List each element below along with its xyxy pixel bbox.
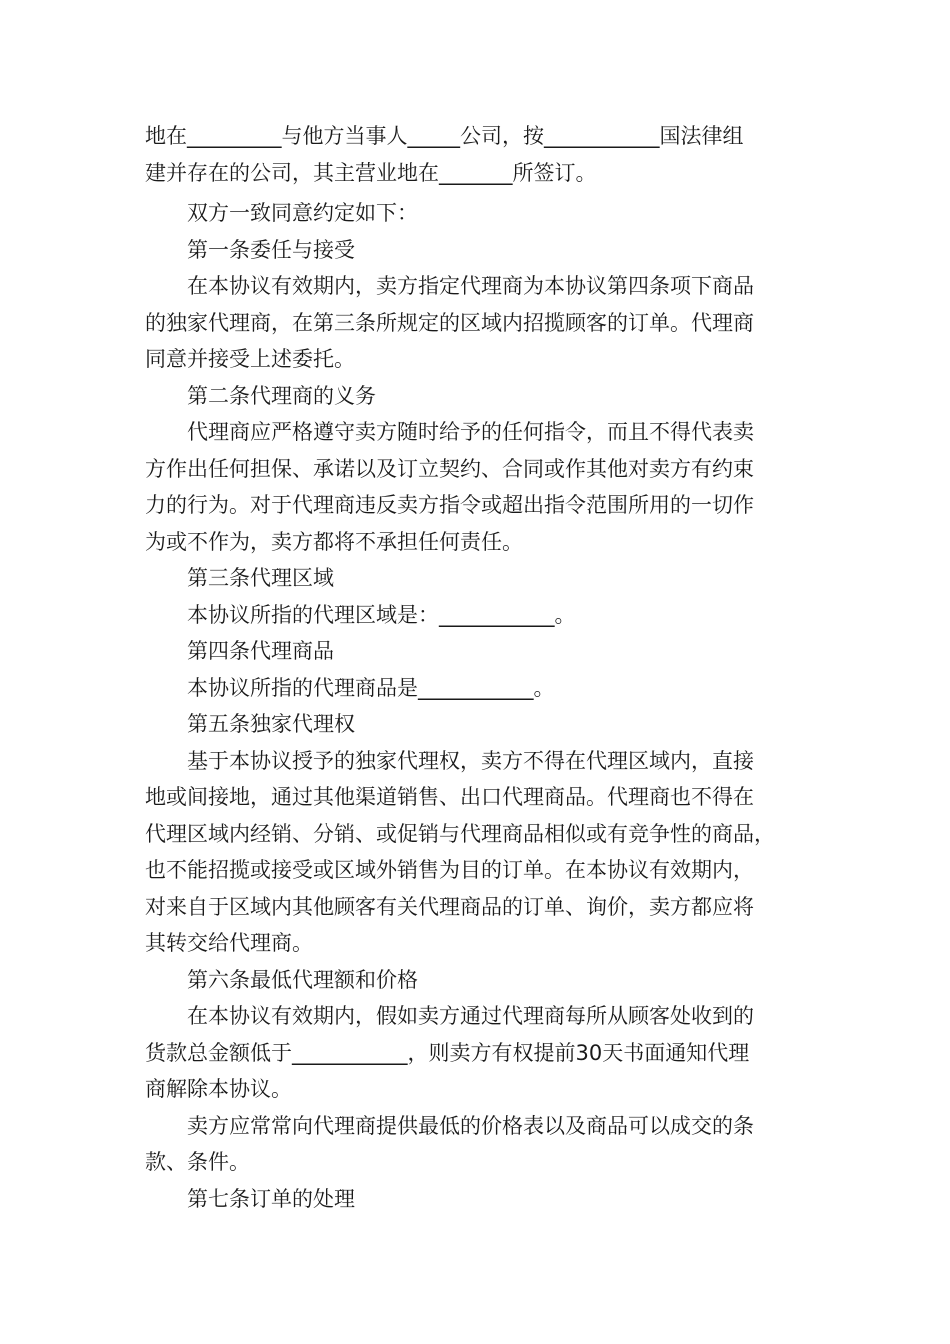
text-line: 方作出任何担保、承诺以及订立契约、合同或作其他对卖方有约束 [145,456,754,481]
text-line: 代理商应严格遵守卖方随时给予的任何指令，而且不得代表卖 [187,420,754,444]
article-7-heading: 第七条订单的处理 [187,1186,355,1211]
text-line: 为或不作为，卖方都将不承担任何责任。 [145,529,523,554]
text-line: 卖方应常常向代理商提供最低的价格表以及商品可以成交的条 [187,1113,754,1138]
text-line: 代理区域内经销、分销、或促销与代理商品相似或有竞争性的商品， [145,821,775,846]
article-5-heading: 第五条独家代理权 [187,712,355,736]
paragraph-intro: 双方一致同意约定如下： [187,201,418,225]
text-line: 本协议所指的代理商品是___________。 [187,675,555,700]
text-line: 商解除本协议。 [145,1077,292,1101]
article-6-heading: 第六条最低代理额和价格 [187,967,418,992]
text-line: 建并存在的公司，其主营业地在_______所签订。 [145,160,597,185]
text-line: 同意并接受上述委托。 [145,347,355,371]
article-3-heading: 第三条代理区域 [187,566,334,590]
article-2-heading: 第二条代理商的义务 [187,383,376,408]
text-line: 在本协议有效期内，卖方指定代理商为本协议第四条项下商品 [187,274,754,298]
text-line: 的独家代理商，在第三条所规定的区域内招揽顾客的订单。代理商 [145,310,754,335]
text-line: 地或间接地，通过其他渠道销售、出口代理商品。代理商也不得在 [145,785,754,809]
text-line: 其转交给代理商。 [145,931,313,955]
text-line: 也不能招揽或接受或区域外销售为目的订单。在本协议有效期内， [145,858,754,882]
text-line: 款、条件。 [145,1150,250,1174]
text-line: 力的行为。对于代理商违反卖方指令或超出指令范围所用的一切作 [145,493,754,517]
article-4-heading: 第四条代理商品 [187,639,334,663]
text-line: 基于本协议授予的独家代理权，卖方不得在代理区域内，直接 [187,748,754,773]
text-line: 对来自于区域内其他顾客有关代理商品的订单、询价，卖方都应将 [145,894,754,919]
article-1-heading: 第一条委任与接受 [187,237,355,262]
text-line: 本协议所指的代理区域是：___________。 [187,602,576,627]
contract-body [145,118,810,1217]
text-line: 地在_________与他方当事人_____公司，按___________国法律组 [145,124,744,148]
text-line: 货款总金额低于___________，则卖方有权提前30天书面通知代理 [145,1040,750,1065]
text-line: 在本协议有效期内，假如卖方通过代理商每所从顾客处收到的 [187,1004,754,1028]
